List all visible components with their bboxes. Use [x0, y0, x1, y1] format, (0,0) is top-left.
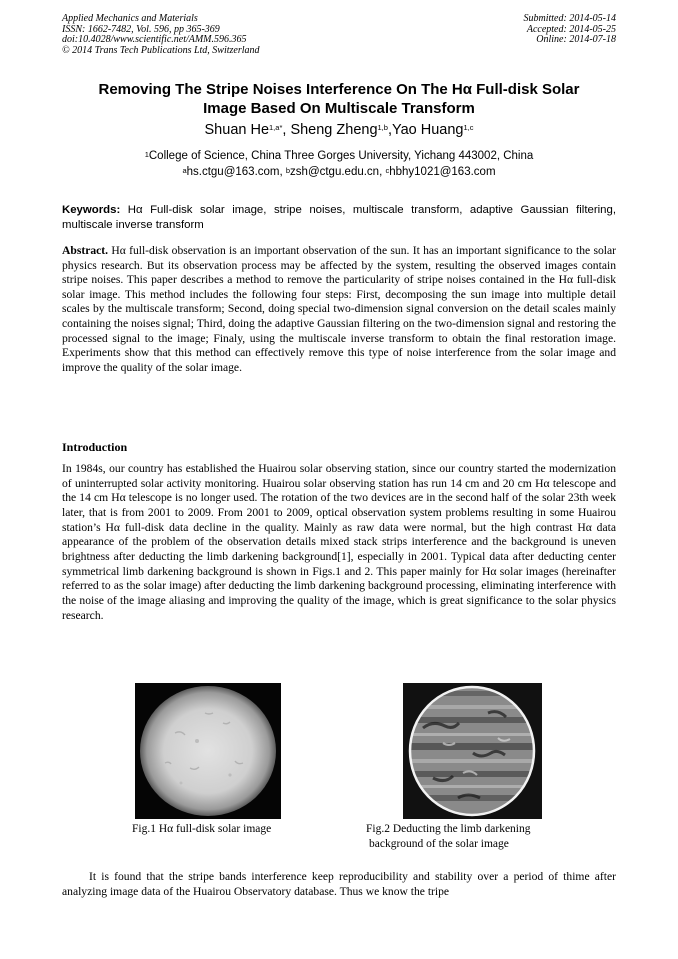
body-paragraph: It is found that the stripe bands interference keep reproducibility and stability over a period of thime after analyzing image data of the Huairou Observatory database. Thus we know the tripe — [62, 870, 616, 898]
abstract-text: Hα full-disk observation is an important observation of the sun. It has an important significance to the solar physics research. But its observation process may be affected by the system, resulting the observed images contain stripe noises. This paper describes a method to remove the particularity of stripe noises contained in the Hα full-disk solar image. This method includes the following four steps: First, decomposing the sun image into multiple detail scales by the multiscale transform; Second, doing special two-dimension signal conversion on the detail scales mainly containing the noises signal; Third, doing the adaptive Gaussian filtering on the two-dimension signal and restoring the processed signal to the image; Finaly, using the multiscale inverse transform to obtain the final restoration image. Experiments show that this method can effectively remove this type of noise interference from the solar image and improve the quality of the solar image. — [62, 244, 616, 374]
author-list — [62, 121, 616, 139]
affiliation — [62, 149, 616, 164]
author-sup: 1,b — [377, 123, 388, 132]
figure-2-caption-line-1: Fig.2 Deducting the limb darkening — [366, 823, 531, 835]
figure-2-limb-darkening-image — [403, 683, 542, 819]
figure-2-caption — [366, 822, 576, 851]
keywords-label: Keywords: — [62, 204, 121, 216]
affiliation-sup: 1 — [144, 150, 149, 159]
email-address: hbhy1021@163.com — [389, 166, 496, 178]
email-address: zsh@ctgu.edu.cn — [290, 166, 380, 178]
introduction-paragraph: In 1984s, our country has established the Huairou solar observing station, since our country started the modernization of uninterrupted solar activity monitoring. Huairou solar observing station has run 14 cm and 20 cm Hα telescope and the 14 cm Hα telescope is no longer used. The rotation of the two devices are in the second half of the solar 23th week later, that is from 2001 to 2009. From 2001 to 2009, optical observation system problems resulting in some Huairou station’s Hα full-disk data decline in the quality. Mainly as raw data were normal, but the high contrast Hα data appearance of the problem of the observation details mixed stack strips interference and the background is uneven brightness after deducting the limb darkening background[1], especially in 2001. Typical data after deducting center symmetrical limb darkening background is shown in Figs.1 and 2. This paper mainly for Hα solar images (hereinafter referred to as the solar image) after deducting the limb darkening background processing, eliminating interference with the noise of the image aliasing and improving the quality of the image, which is great significance to the solar physics research. — [62, 462, 616, 622]
figure-1-caption: Fig.1 Hα full-disk solar image — [132, 823, 272, 835]
email-sep: , — [379, 166, 386, 178]
paper-title — [62, 80, 616, 118]
email-sup: c — [385, 166, 390, 175]
email-sup: a — [182, 166, 187, 175]
email-sup: b — [285, 166, 291, 175]
introduction-heading: Introduction — [62, 440, 128, 454]
figure-2-caption-line-2: background of the solar image — [369, 837, 509, 850]
abstract-block — [62, 244, 616, 375]
email-address: hs.ctgu@163.com — [186, 166, 280, 178]
issn-line: ISSN: 1662-7482, Vol. 596, pp 365-369 — [62, 23, 220, 35]
figure-1-solar-image — [135, 683, 281, 819]
author-sep: , — [282, 122, 291, 138]
abstract-label: Abstract. — [62, 244, 109, 257]
title-line-1: Removing The Stripe Noises Interference On The Hα Full-disk Solar — [98, 81, 580, 98]
journal-name: Applied Mechanics and Materials — [62, 13, 198, 24]
author-name: Shuan He — [204, 122, 270, 138]
title-line-2: Image Based On Multiscale Transform — [203, 100, 475, 117]
author-sep: , — [387, 122, 392, 138]
author-name: Sheng Zheng — [290, 122, 378, 138]
journal-info — [62, 14, 260, 56]
email-list — [62, 165, 616, 180]
author-name: Yao Huang — [391, 122, 464, 138]
online-date: Online: 2014-07-18 — [536, 34, 616, 45]
copyright-line: © 2014 Trans Tech Publications Ltd, Switzerland — [62, 44, 260, 56]
submitted-date: Submitted: 2014-05-14 — [523, 13, 616, 24]
keywords-text: Hα Full-disk solar image, stripe noises, multiscale transform, adaptive Gaussian filtering, multiscale inverse transform — [62, 204, 616, 231]
email-sep: , — [279, 166, 286, 178]
affiliation-text: College of Science, China Three Gorges University, Yichang 443002, China — [148, 150, 534, 162]
accepted-date: Accepted: 2014-05-25 — [526, 23, 616, 35]
doi-line: doi:10.4028/www.scientific.net/AMM.596.365 — [62, 34, 247, 45]
author-sup: 1,c — [463, 123, 474, 132]
submission-dates — [524, 14, 617, 46]
author-sup: 1,a* — [269, 123, 283, 132]
keywords-block — [62, 203, 616, 232]
